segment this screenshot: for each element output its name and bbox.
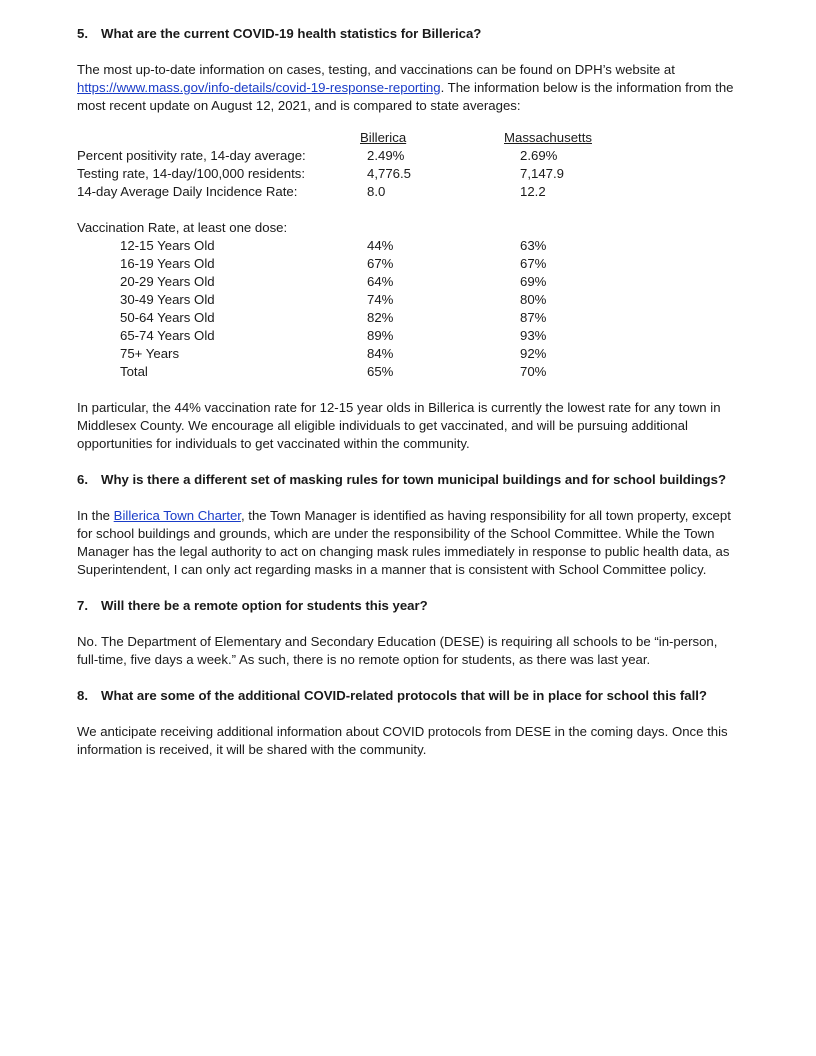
vaccination-billerica-value: 65% [367,364,394,379]
vaccination-row [77,273,737,291]
question-5-number: 5. [77,26,88,41]
age-group-label: 65-74 Years Old [120,328,215,343]
statistics-table [77,129,737,381]
vaccination-billerica-value: 44% [367,238,394,253]
age-group-label: 16-19 Years Old [120,256,215,271]
stat-billerica-value: 8.0 [367,184,386,199]
question-7-heading [77,597,737,615]
vaccination-billerica-value: 64% [367,274,394,289]
question-5-intro [77,61,737,115]
column-header-massachusetts: Massachusetts [504,130,592,145]
stat-massachusetts-value: 2.69% [520,148,558,163]
question-5-closing: In particular, the 44% vaccination rate for 12-15 year olds in Billerica is currently the lowest rate for any town in Middlesex County. We encourage all eligible individuals to get vaccinated, and will be pursuing additional opportunities for individuals to get vaccinated within the community. [77,400,721,451]
town-charter-link[interactable]: Billerica Town Charter [113,508,241,523]
question-6-heading [77,471,737,489]
stat-row [77,165,737,183]
vaccination-row [77,309,737,327]
question-5-intro-continued: . The information below is the information from the most recent update on August 12, 2021, and is compared to state averages: [77,80,734,113]
question-6-answer-lead: In the [77,508,110,523]
vaccination-billerica-value: 82% [367,310,394,325]
vaccination-massachusetts-value: 92% [520,346,547,361]
statistics-table-header [77,129,737,147]
question-5-text: What are the current COVID-19 health statistics for Billerica? [101,26,482,41]
stat-label: Testing rate, 14-day/100,000 residents: [77,166,305,181]
vaccination-massachusetts-value: 87% [520,310,547,325]
question-6-answer-text: , the Town Manager is identified as having responsibility for all town property, except for school buildings and grounds, which are under the responsibility of the School Committee. While the Town Manager has the legal authority to act on changing mask rules immediately in response to public health data, as Superintendent, I can only act regarding masks in a manner that is consistent with School Committee policy. [77,508,731,577]
stat-massachusetts-value: 7,147.9 [520,166,564,181]
vaccination-massachusetts-value: 67% [520,256,547,271]
question-8-heading [77,687,737,705]
stat-billerica-value: 2.49% [367,148,405,163]
table-spacer [77,201,737,219]
stat-row [77,183,737,201]
question-8-text: What are some of the additional COVID-related protocols that will be in place for school this fall? [101,688,707,703]
question-7-number: 7. [77,598,88,613]
question-5-heading [77,25,737,43]
vaccination-massachusetts-value: 69% [520,274,547,289]
vaccination-heading-row [77,219,737,237]
vaccination-massachusetts-value: 63% [520,238,547,253]
dph-reporting-link[interactable]: https://www.mass.gov/info-details/covid-19-response-reporting [77,80,441,95]
age-group-label: 30-49 Years Old [120,292,215,307]
question-7-answer: No. The Department of Elementary and Secondary Education (DESE) is requiring all schools to be “in-person, full-time, five days a week.” As such, there is no remote option for students, as there was last year. [77,634,718,667]
vaccination-row [77,291,737,309]
stat-label: 14-day Average Daily Incidence Rate: [77,184,298,199]
column-header-billerica: Billerica [360,130,407,145]
question-8-answer: We anticipate receiving additional information about COVID protocols from DESE in the coming days. Once this information is received, it will be shared with the community. [77,724,728,757]
vaccination-billerica-value: 89% [367,328,394,343]
age-group-label: 20-29 Years Old [120,274,215,289]
vaccination-billerica-value: 67% [367,256,394,271]
question-6-answer [77,507,737,579]
vaccination-massachusetts-value: 93% [520,328,547,343]
vaccination-row [77,363,737,381]
vaccination-row [77,345,737,363]
vaccination-heading: Vaccination Rate, at least one dose: [77,220,288,235]
age-group-label: Total [120,364,148,379]
document-page [77,23,737,759]
vaccination-massachusetts-value: 70% [520,364,547,379]
vaccination-row [77,237,737,255]
age-group-label: 12-15 Years Old [120,238,215,253]
vaccination-billerica-value: 74% [367,292,394,307]
stat-massachusetts-value: 12.2 [520,184,546,199]
stat-label: Percent positivity rate, 14-day average: [77,148,306,163]
vaccination-row [77,255,737,273]
question-8-number: 8. [77,688,88,703]
vaccination-row [77,327,737,345]
question-7-text: Will there be a remote option for students this year? [101,598,428,613]
question-5-intro-text: The most up-to-date information on cases, testing, and vaccinations can be found on DPH’s website at [77,62,675,77]
vaccination-billerica-value: 84% [367,346,394,361]
question-6-number: 6. [77,472,88,487]
stat-billerica-value: 4,776.5 [367,166,411,181]
vaccination-massachusetts-value: 80% [520,292,547,307]
question-6-text: Why is there a different set of masking rules for town municipal buildings and for school buildings? [101,472,726,487]
age-group-label: 75+ Years [120,346,180,361]
age-group-label: 50-64 Years Old [120,310,215,325]
stat-row [77,147,737,165]
